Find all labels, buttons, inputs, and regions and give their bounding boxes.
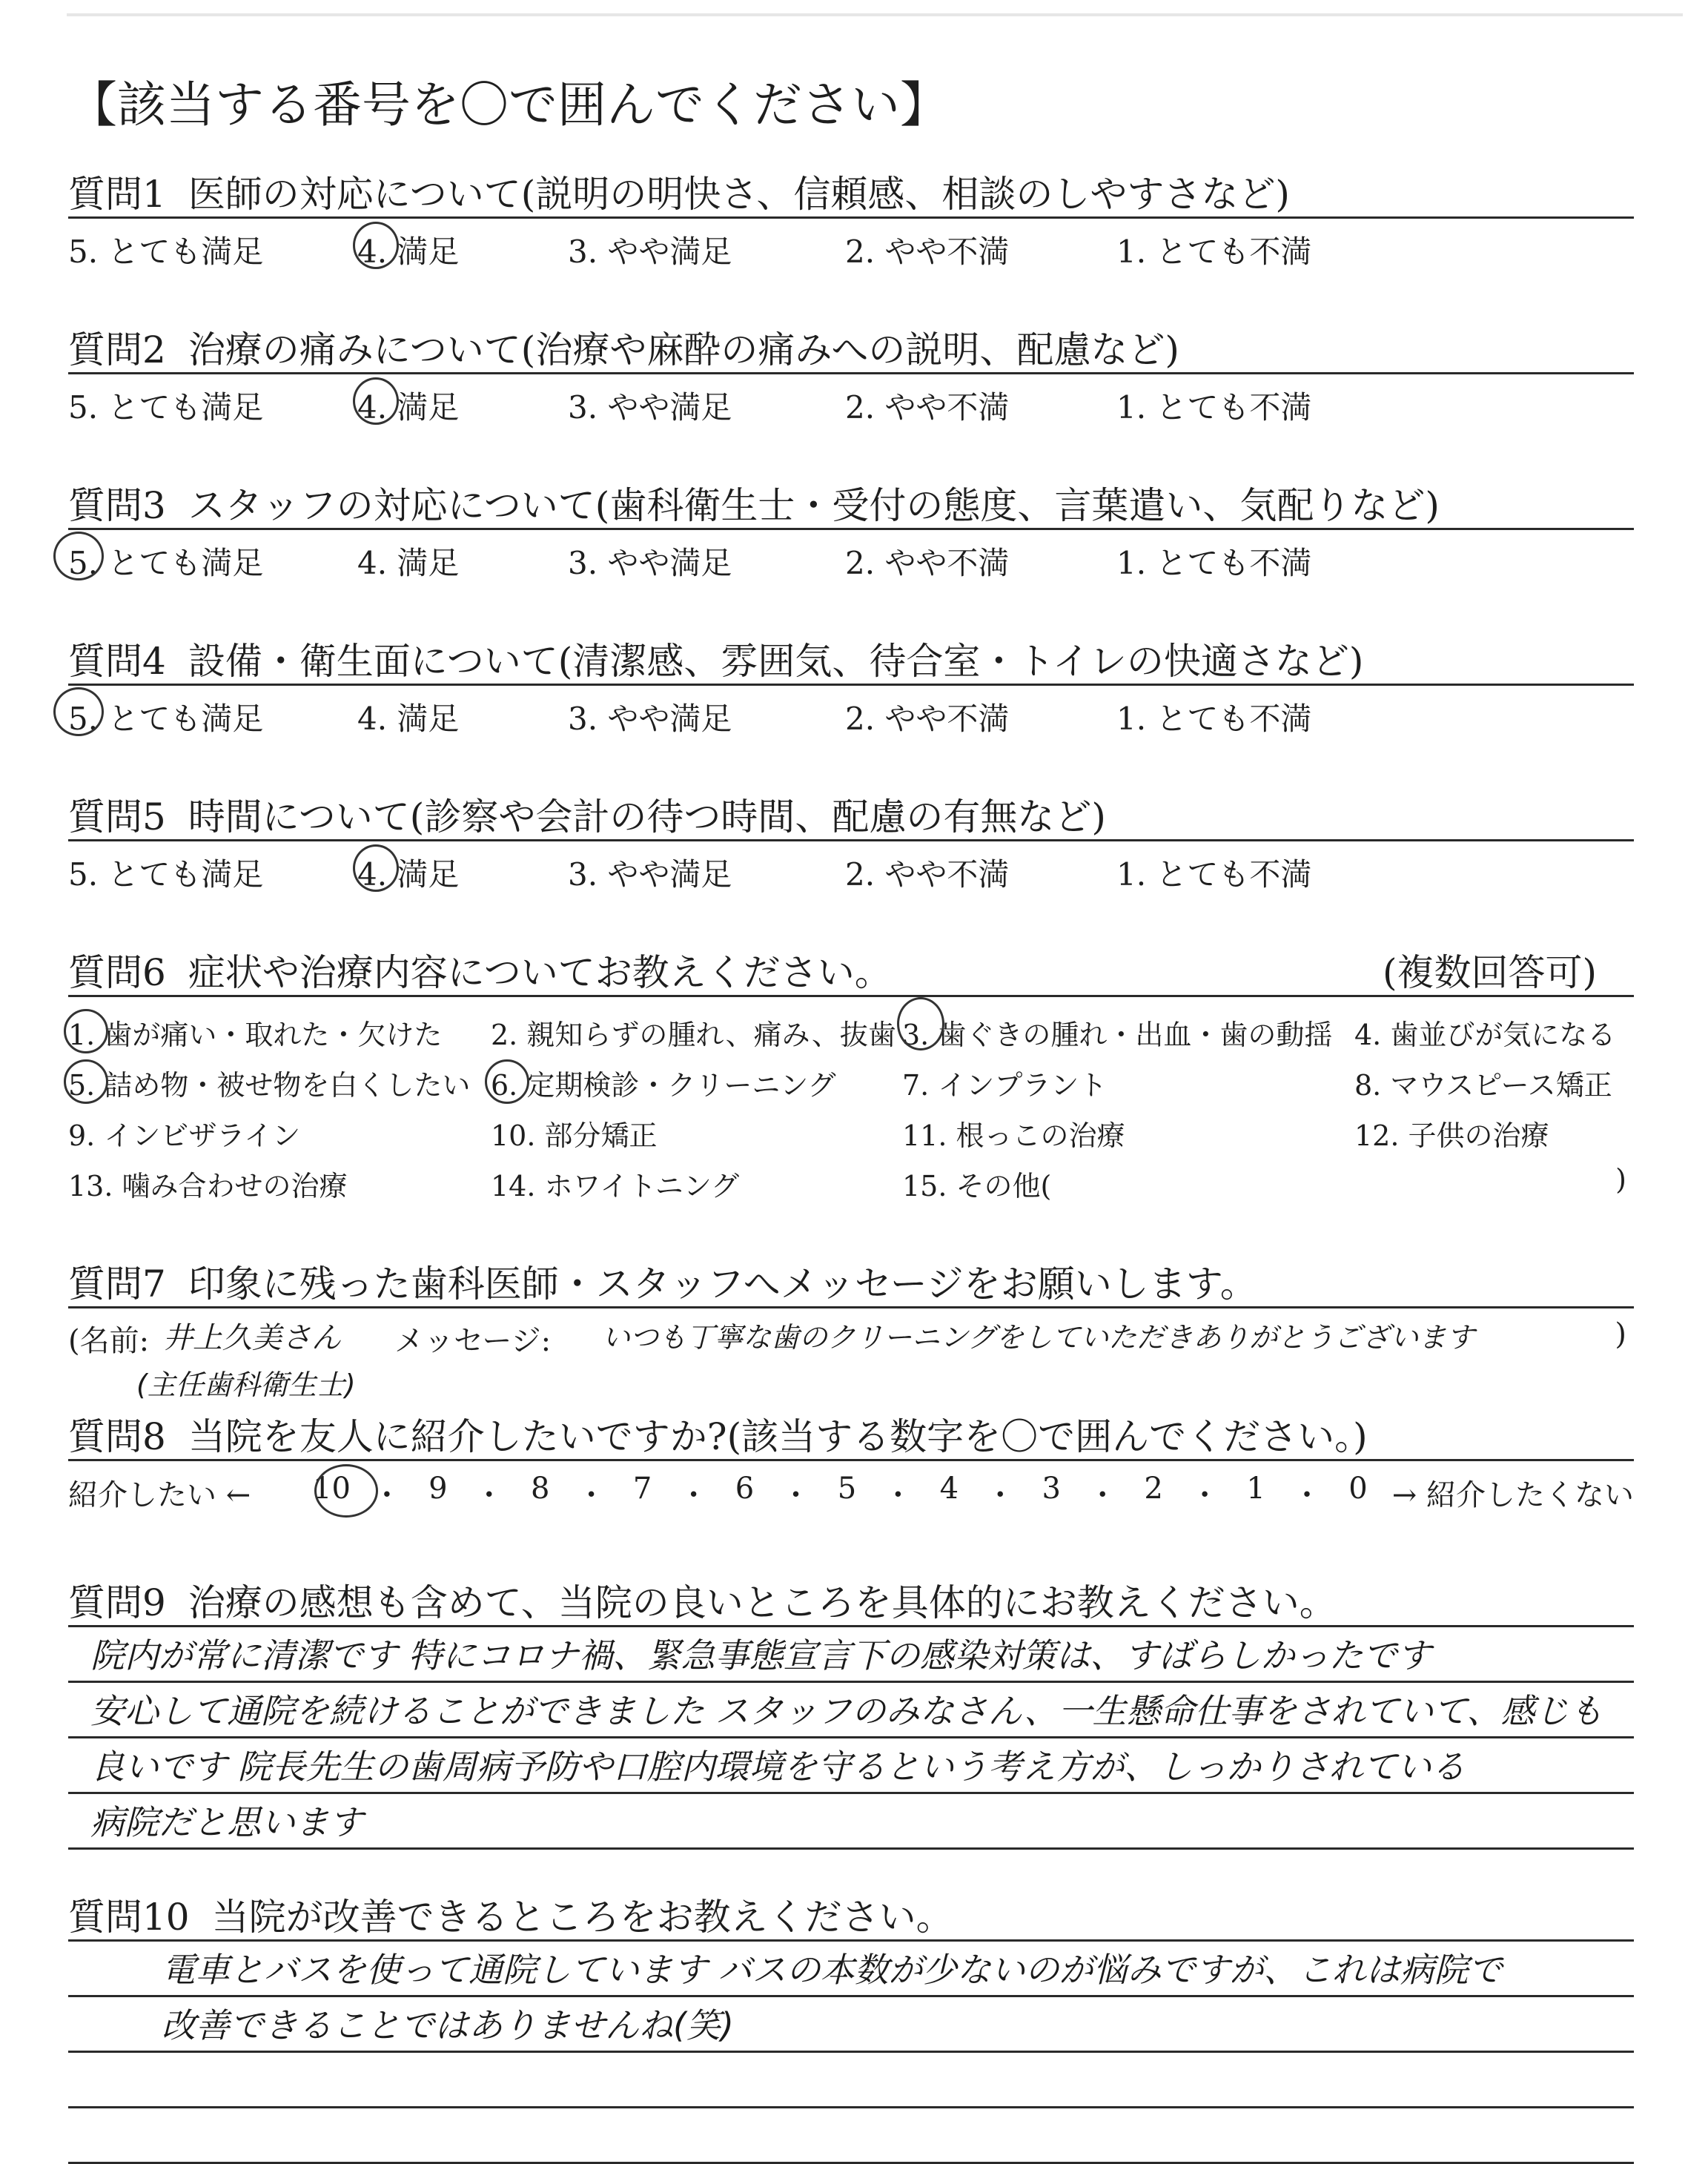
symptom-option[interactable]: 1. 歯が痛い・取れた・欠けた — [68, 1019, 443, 1051]
scale-4[interactable]: 4 — [939, 1472, 959, 1506]
staff-role — [68, 1362, 1634, 1414]
answer-text: 院内が常に清潔です 特にコロナ禍、緊急事態宣言下の感染対策は、すばらしかったです — [90, 1635, 1431, 1675]
page-title: 【該当する番号を〇で囲んでください】 — [68, 76, 949, 133]
symptom-options — [68, 997, 1634, 1212]
rating-options — [68, 841, 1634, 893]
scale-9[interactable]: 9 — [428, 1472, 448, 1506]
question-text: 症状や治療内容についてお教えください。 — [188, 951, 892, 994]
option-2[interactable]: 2. やや不満 — [845, 389, 1010, 426]
answer-line[interactable] — [68, 2053, 1634, 2108]
recommend-label: 紹介したい ← — [68, 1478, 251, 1512]
question-text: 当院を友人に紹介したいですか?(該当する数字を〇で囲んでください。) — [188, 1415, 1368, 1458]
question-header — [68, 1407, 1634, 1459]
scale-dot: ・ — [371, 1478, 402, 1512]
answer-text: 安心して通院を続けることができました スタッフのみなさん、一生懸命仕事をされていて、感じも — [90, 1691, 1603, 1731]
rating-options — [68, 530, 1634, 582]
symptom-option[interactable]: 12. 子供の治療 — [1354, 1119, 1549, 1152]
symptom-option[interactable]: 4. 歯並びが気になる — [1354, 1019, 1616, 1051]
question-header — [68, 320, 1634, 372]
scale-dot: ・ — [1088, 1478, 1118, 1512]
symptom-option[interactable]: 10. 部分矯正 — [491, 1119, 658, 1152]
scale-0[interactable]: 0 — [1348, 1472, 1368, 1506]
symptom-option[interactable]: 9. インビザライン — [68, 1119, 301, 1152]
option-4[interactable]: 4. 満足 — [357, 389, 460, 426]
option-4[interactable]: 4. 満足 — [357, 545, 460, 581]
option-4[interactable]: 4. 満足 — [357, 234, 460, 270]
option-2[interactable]: 2. やや不満 — [845, 856, 1010, 893]
scale-5[interactable]: 5 — [837, 1472, 857, 1506]
question-7 — [68, 1254, 1634, 1414]
symptom-option[interactable]: 11. 根っこの治療 — [902, 1119, 1125, 1152]
answer-line[interactable] — [68, 1738, 1634, 1794]
option-1[interactable]: 1. とても不満 — [1116, 389, 1312, 426]
symptom-option[interactable]: 14. ホワイトニング — [491, 1170, 740, 1202]
symptom-option[interactable]: 2. 親知らずの腫れ、痛み、抜歯 — [491, 1019, 896, 1051]
staff-role-text: (主任歯科衛生士) — [136, 1369, 356, 1401]
recommend-scale — [68, 1461, 1634, 1521]
scale-values — [313, 1472, 1373, 1514]
answer-line[interactable] — [68, 2108, 1634, 2164]
scale-dot: ・ — [576, 1478, 606, 1512]
rating-options — [68, 374, 1634, 426]
rating-options — [68, 219, 1634, 271]
answer-line[interactable] — [68, 1683, 1634, 1738]
option-2[interactable]: 2. やや不満 — [845, 701, 1010, 737]
option-3[interactable]: 3. やや満足 — [568, 856, 732, 893]
option-1[interactable]: 1. とても不満 — [1116, 234, 1312, 270]
message-line — [68, 1308, 1634, 1362]
option-2[interactable]: 2. やや不満 — [845, 545, 1010, 581]
question-8 — [68, 1407, 1634, 1521]
symptom-option[interactable]: 13. 噛み合わせの治療 — [68, 1170, 348, 1202]
scale-dot: ・ — [985, 1478, 1016, 1512]
question-text: 治療の痛みについて(治療や麻酔の痛みへの説明、配慮など) — [188, 328, 1179, 371]
question-3 — [68, 476, 1634, 582]
symptom-option[interactable]: 3. 歯ぐきの腫れ・出血・歯の動揺 — [902, 1019, 1333, 1051]
answer-line[interactable] — [68, 1794, 1634, 1850]
question-text: 治療の感想も含めて、当院の良いところを具体的にお教えください。 — [188, 1581, 1337, 1624]
option-5[interactable]: 5. とても満足 — [68, 234, 264, 270]
message-label: メッセージ: — [394, 1324, 552, 1358]
question-header — [68, 1573, 1634, 1625]
symptom-option[interactable]: 6. 定期検診・クリーニング — [491, 1069, 836, 1102]
top-border — [67, 13, 1683, 16]
option-5[interactable]: 5. とても満足 — [68, 389, 264, 426]
question-number: 質問4 — [68, 640, 166, 683]
answer-line[interactable] — [68, 1942, 1634, 1997]
scale-1[interactable]: 1 — [1246, 1472, 1265, 1506]
other-close-paren: ) — [1615, 1163, 1626, 1196]
option-1[interactable]: 1. とても不満 — [1116, 701, 1312, 737]
answer-text: 良いです 院長先生の歯周病予防や口腔内環境を守るという考え方が、しっかりされている — [90, 1747, 1466, 1787]
answer-text: 改善できることではありませんね(笑) — [162, 2005, 734, 2045]
question-number: 質問5 — [68, 795, 166, 838]
question-1 — [68, 165, 1634, 271]
question-header — [68, 787, 1634, 839]
question-number: 質問8 — [68, 1415, 166, 1458]
scale-dot: ・ — [781, 1478, 811, 1512]
scale-8[interactable]: 8 — [530, 1472, 550, 1506]
question-header — [68, 1887, 1634, 1939]
option-3[interactable]: 3. やや満足 — [568, 545, 732, 581]
question-6 — [68, 943, 1634, 1212]
question-text: スタッフの対応について(歯科衛生士・受付の態度、言葉遣い、気配りなど) — [188, 484, 1440, 527]
scale-dot: ・ — [883, 1478, 913, 1512]
question-number: 質問9 — [68, 1581, 166, 1624]
question-text: 医師の対応について(説明の明快さ、信頼感、相談のしやすさなど) — [188, 173, 1290, 216]
option-5[interactable]: 5. とても満足 — [68, 856, 264, 893]
rating-options — [68, 686, 1634, 738]
question-text: 印象に残った歯科医師・スタッフへメッセージをお願いします。 — [188, 1263, 1257, 1306]
symptom-option[interactable]: 7. インプラント — [902, 1069, 1108, 1102]
scale-3[interactable]: 3 — [1042, 1472, 1061, 1506]
scale-6[interactable]: 6 — [735, 1472, 755, 1506]
message-text[interactable]: いつも丁寧な歯のクリーニングをしていただきありがとうございます — [602, 1321, 1475, 1354]
option-3[interactable]: 3. やや満足 — [568, 389, 732, 426]
question-number: 質問2 — [68, 328, 166, 371]
option-4[interactable]: 4. 満足 — [357, 856, 460, 893]
answer-line[interactable] — [68, 1997, 1634, 2053]
not-recommend-label: → 紹介したくない — [1391, 1478, 1634, 1512]
staff-name[interactable]: 井上久美さん — [163, 1321, 341, 1355]
option-3[interactable]: 3. やや満足 — [568, 701, 732, 737]
question-number: 質問3 — [68, 484, 166, 527]
option-5[interactable]: 5. とても満足 — [68, 545, 264, 581]
answer-text: 病院だと思います — [90, 1802, 363, 1842]
scale-dot: ・ — [678, 1478, 709, 1512]
multiple-answers-note: (複数回答可) — [1382, 951, 1597, 994]
option-4[interactable]: 4. 満足 — [357, 701, 460, 737]
question-4 — [68, 632, 1634, 738]
symptom-option[interactable]: 5. 詰め物・被せ物を白くしたい — [68, 1069, 471, 1102]
scale-2[interactable]: 2 — [1144, 1472, 1163, 1506]
scale-7[interactable]: 7 — [632, 1472, 652, 1506]
answer-text: 電車とバスを使って通院しています バスの本数が少ないのが悩みですが、これは病院で — [162, 1950, 1503, 1990]
answer-line[interactable] — [68, 1627, 1634, 1683]
question-9 — [68, 1573, 1634, 1850]
question-header — [68, 943, 1634, 995]
question-5 — [68, 787, 1634, 893]
symptom-option-other[interactable]: 15. その他( — [902, 1170, 1052, 1202]
question-header — [68, 632, 1634, 684]
symptom-option[interactable]: 8. マウスピース矯正 — [1354, 1069, 1612, 1102]
question-text: 当院が改善できるところをお教えください。 — [211, 1896, 953, 1939]
scale-10[interactable]: 10 — [313, 1472, 351, 1506]
question-number: 質問10 — [68, 1896, 190, 1939]
question-header — [68, 165, 1634, 216]
option-1[interactable]: 1. とても不満 — [1116, 545, 1312, 581]
question-number: 質問1 — [68, 173, 166, 216]
question-10 — [68, 1887, 1634, 2164]
option-1[interactable]: 1. とても不満 — [1116, 856, 1312, 893]
name-label: (名前: — [68, 1324, 150, 1358]
question-header — [68, 1254, 1634, 1306]
question-number: 質問7 — [68, 1263, 166, 1306]
option-5[interactable]: 5. とても満足 — [68, 701, 264, 737]
scale-dot: ・ — [474, 1478, 504, 1512]
scale-dot: ・ — [1190, 1478, 1220, 1512]
option-3[interactable]: 3. やや満足 — [568, 234, 732, 270]
question-2 — [68, 320, 1634, 426]
question-text: 設備・衛生面について(清潔感、雰囲気、待合室・トイレの快適さなど) — [188, 640, 1364, 683]
scale-dot: ・ — [1292, 1478, 1323, 1512]
option-2[interactable]: 2. やや不満 — [845, 234, 1010, 270]
question-text: 時間について(診察や会計の待つ時間、配慮の有無など) — [188, 795, 1106, 838]
question-header — [68, 476, 1634, 528]
question-number: 質問6 — [68, 951, 166, 994]
message-close-paren: ) — [1615, 1317, 1626, 1351]
